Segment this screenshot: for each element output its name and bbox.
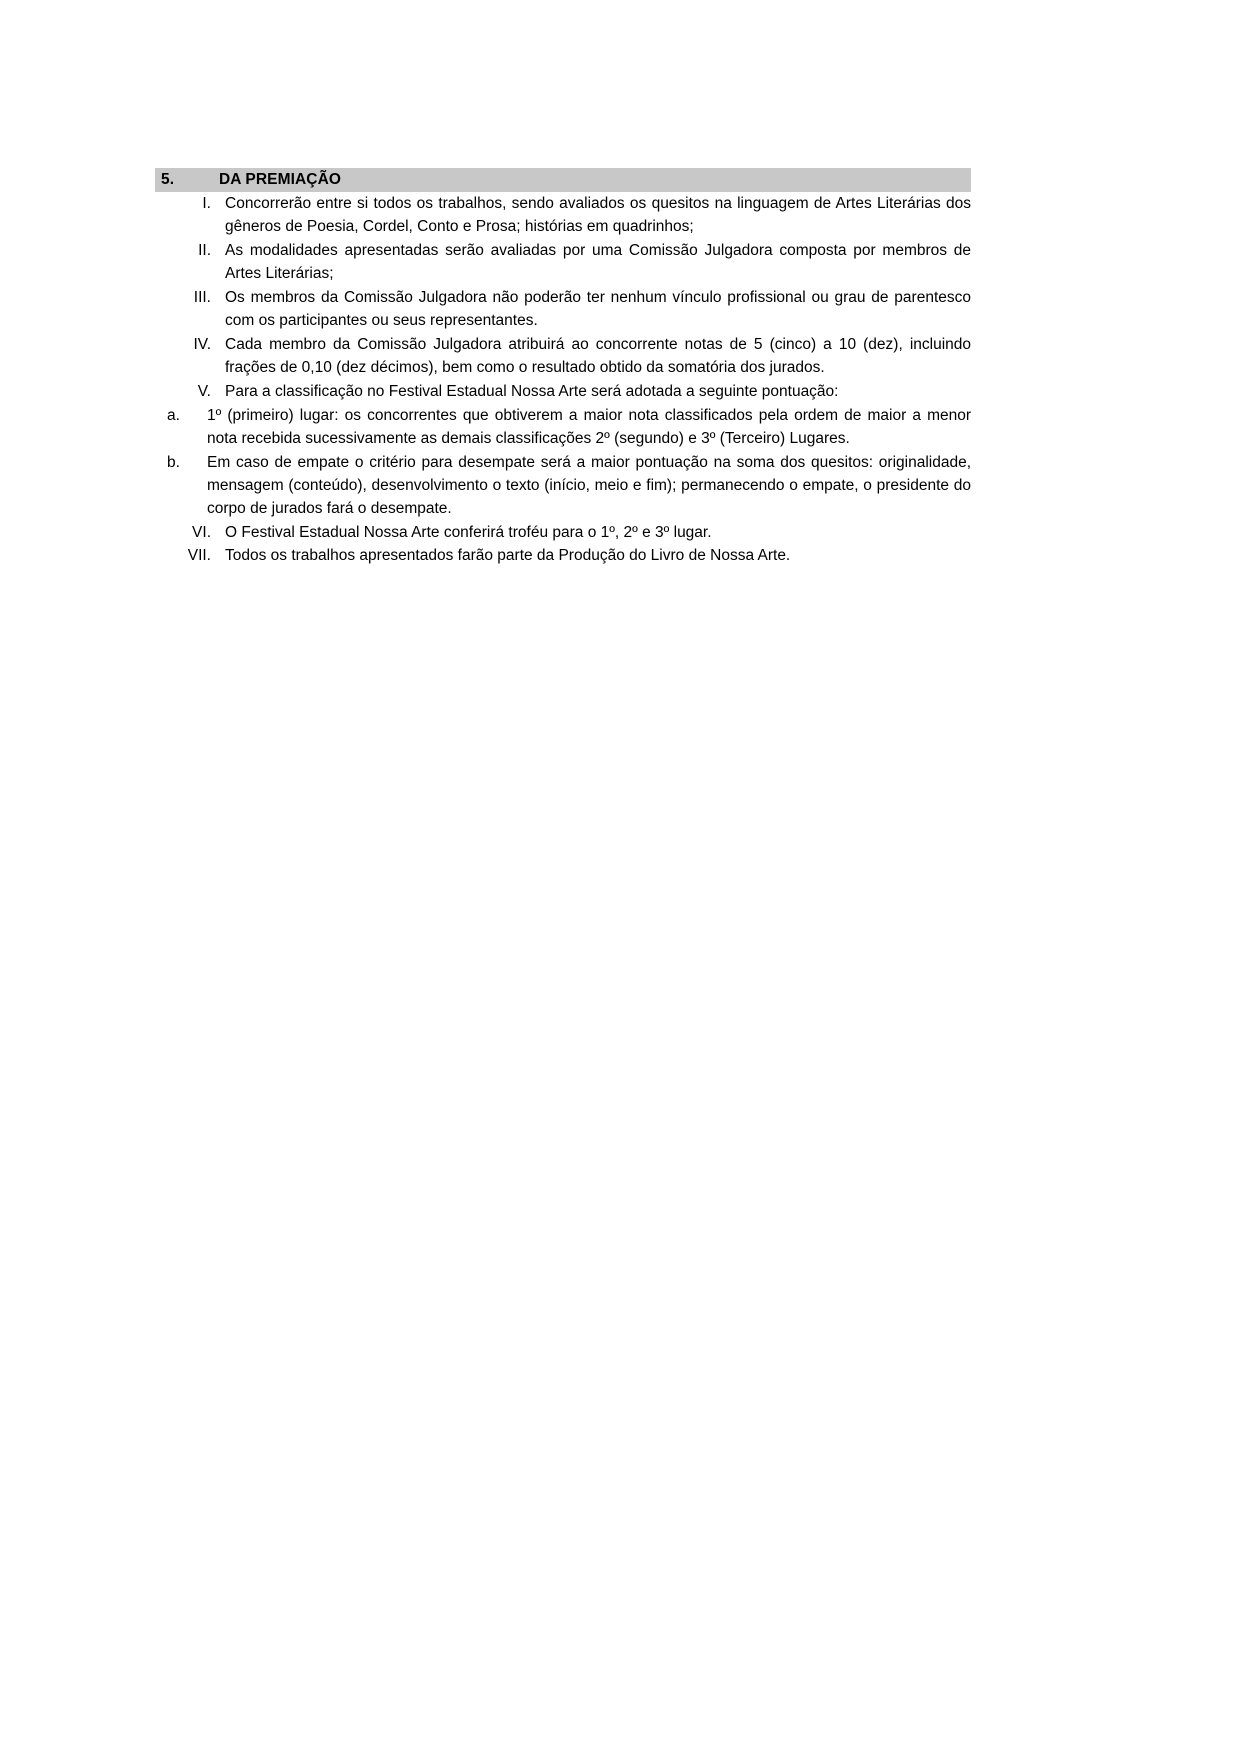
list-item-marker: III. — [193, 289, 211, 307]
document-content — [155, 168, 971, 568]
list-item-text: Concorrerão entre si todos os trabalhos, sendo avaliados os quesitos na linguagem de Artes Literárias dos gêneros de Poesia, Cordel, Conto e Prosa; histórias em quadrinhos; — [225, 195, 971, 236]
list-item — [155, 287, 971, 333]
sub-clause-list — [155, 405, 971, 521]
list-item — [155, 381, 971, 404]
list-item-text: Todos os trabalhos apresentados farão parte da Produção do Livro de Nossa Arte. — [225, 547, 791, 565]
sub-list-item-text: 1º (primeiro) lugar: os concorrentes que obtiverem a maior nota classificados pela ordem de maior a menor nota recebida sucessivamente as demais classificações 2º (segundo) e 3º (Terceiro) Lugares. — [207, 406, 971, 447]
list-item-marker: VI. — [192, 523, 211, 541]
list-item — [155, 240, 971, 286]
sub-list-item-marker: b. — [167, 453, 180, 471]
list-item-text: Os membros da Comissão Julgadora não poderão ter nenhum vínculo profissional ou grau de parentesco com os participantes ou seus representantes. — [225, 289, 971, 330]
sub-list-item — [155, 405, 971, 451]
list-item-marker: I. — [202, 195, 211, 213]
list-item-text: Cada membro da Comissão Julgadora atribuirá ao concorrente notas de 5 (cinco) a 10 (dez), incluindo frações de 0,10 (dez décimos), bem como o resultado obtido da somatória dos jurados. — [225, 336, 971, 376]
list-item-marker: VII. — [187, 547, 211, 565]
list-item — [155, 193, 971, 239]
sub-list-item-text: Em caso de empate o critério para desempate será a maior pontuação na soma dos quesitos: originalidade, mensagem (conteúdo), desenvolvimento o texto (início, meio e fim); permanecendo o empate, o presidente do corpo de jurados fará o desempate. — [207, 453, 971, 517]
list-item — [155, 334, 971, 380]
section-number: 5. — [161, 171, 175, 188]
list-item — [155, 522, 971, 545]
section-header — [155, 168, 971, 192]
list-item-text: Para a classificação no Festival Estadual Nossa Arte será adotada a seguinte pontuação: — [225, 382, 839, 400]
list-item-marker: V. — [197, 382, 211, 400]
list-item-text: As modalidades apresentadas serão avaliadas por uma Comissão Julgadora composta por membros de Artes Literárias; — [225, 242, 971, 283]
list-item-text: O Festival Estadual Nossa Arte conferirá troféu para o 1º, 2º e 3º lugar. — [225, 523, 712, 541]
clause-list — [155, 193, 971, 568]
sub-list-item-marker: a. — [167, 406, 180, 424]
list-item-marker: II. — [198, 242, 211, 260]
list-item — [155, 545, 971, 568]
list-item-marker: IV. — [193, 336, 211, 353]
section-title: DA PREMIAÇÃO — [219, 171, 342, 188]
sublist-container — [155, 405, 971, 521]
sub-list-item — [155, 452, 971, 521]
